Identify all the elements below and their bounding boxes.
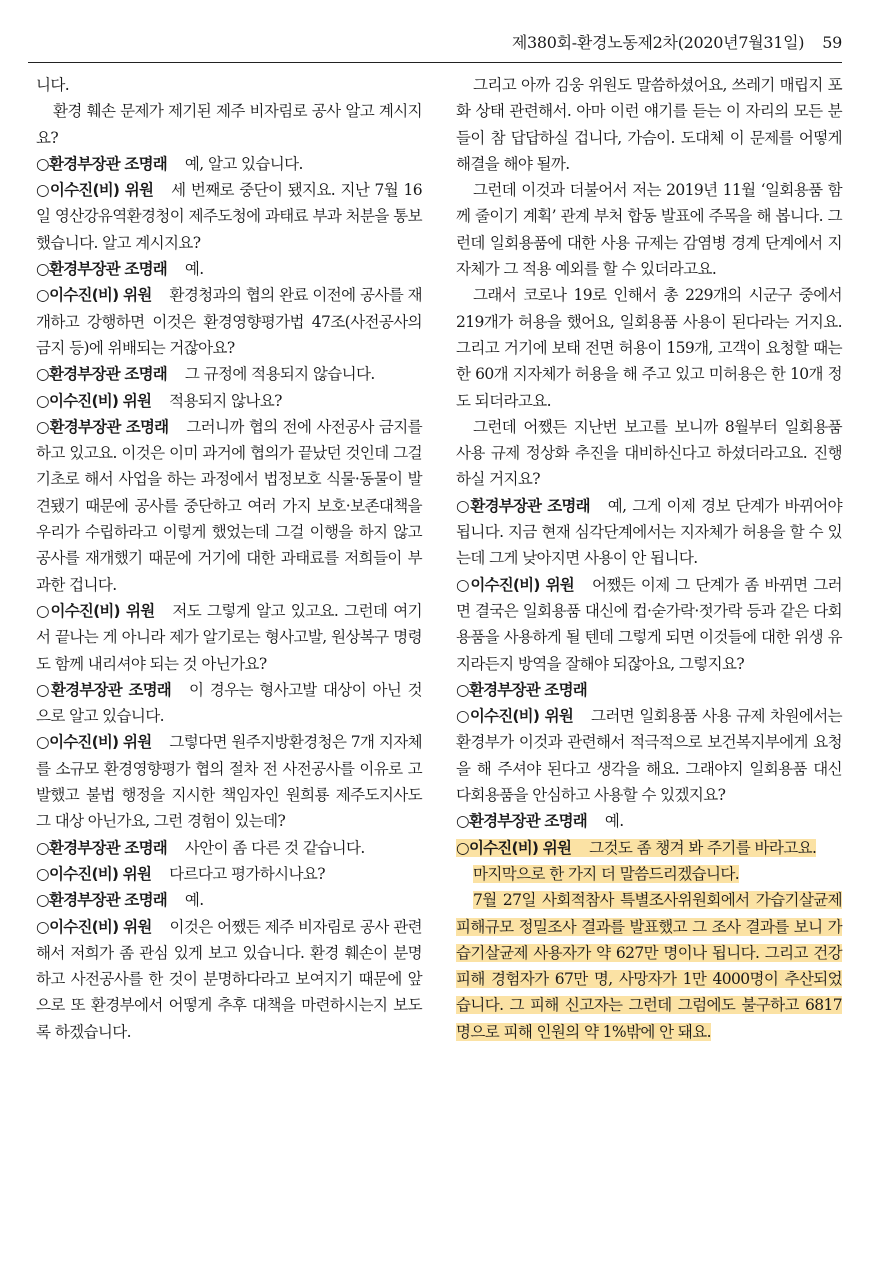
- speaker-name: 환경부장관 조명래: [49, 417, 169, 436]
- speech-paragraph: [36, 282, 422, 361]
- body-paragraph: [456, 177, 842, 282]
- speaker-circle-mark: ○: [36, 601, 51, 620]
- speaker-name: 이수진(비) 위원: [50, 601, 155, 620]
- session-title: 제380회-환경노동제2차(2020년7월31일): [511, 33, 805, 52]
- speech-text: 적용되지 않나요?: [169, 391, 282, 410]
- speaker-name: 이수진(비) 위원: [48, 864, 152, 883]
- speaker-circle-mark: ○: [36, 391, 49, 410]
- speaker-name: 환경부장관 조명래: [48, 365, 167, 384]
- speaker-name: 환경부장관 조명래: [50, 680, 171, 699]
- paragraph-text: 그런데 이것과 더불어서 저는 2019년 11월 ‘일회용품 함께 줄이기 계획’ 관계 부처 합동 발표에 주목을 해 봅니다. 그런데 일회용품에 대한 사용 규제는 감염병 경계 단계에서 지자체가 그 적용 예외를 할 수 있더라고요.: [456, 181, 842, 279]
- page-header: [28, 30, 842, 60]
- speech-text: 세 번째로 중단이 됐지요. 지난 7월 16일 영산강유역환경청이 제주도청에 과태료 부과 처분을 통보했습니다. 알고 계시지요?: [36, 181, 422, 252]
- speech-paragraph: [36, 151, 422, 177]
- speaker-name: 환경부장관 조명래: [468, 812, 587, 831]
- speech-text: 그 규정에 적용되지 않습니다.: [184, 365, 375, 384]
- speaker-circle-mark: ○: [456, 496, 471, 515]
- speech-paragraph: [36, 414, 422, 598]
- speech-text: 다르다고 평가하시나요?: [169, 864, 325, 883]
- body-paragraph: [456, 414, 842, 493]
- speech-paragraph: [36, 729, 422, 834]
- speaker-name: 환경부장관 조명래: [470, 496, 590, 515]
- speech-text: 예, 알고 있습니다.: [184, 154, 303, 173]
- speaker-circle-mark: ○: [456, 838, 469, 857]
- speaker-circle-mark: ○: [36, 260, 49, 279]
- speaker-circle-mark: ○: [456, 680, 469, 699]
- speech-text: 이것은 어쨌든 제주 비자림로 공사 관련해서 저희가 좀 관심 있게 보고 있습니다. 환경 훼손이 분명하고 사전공사를 한 것이 분명하다라고 보여지기 때문에 앞으로 또 환경부에서 어떻게 추후 대책을 마련하시는지 보도록 하겠습니다.: [36, 917, 422, 1041]
- speech-paragraph: [36, 177, 422, 256]
- body-paragraph: [456, 72, 842, 177]
- continued-text: [36, 72, 422, 98]
- speaker-circle-mark: ○: [36, 917, 50, 936]
- speaker-name: 환경부장관 조명래: [48, 891, 167, 910]
- speech-paragraph: [36, 598, 422, 677]
- speaker-name: 이수진(비) 위원: [49, 286, 152, 305]
- paragraph-text: 그리고 아까 김웅 위원도 말씀하셨어요, 쓰레기 매립지 포화 상태 관련해서. 아마 이런 얘기를 듣는 이 자리의 모든 분들이 참 답답하실 겁니다, 가슴이. 도대체 이 문제를 어떻게 해결을 해야 될까.: [456, 76, 842, 173]
- speaker-name: 이수진(비) 위원: [49, 917, 152, 936]
- speech-text: 예.: [184, 891, 204, 910]
- speaker-name: 이수진(비) 위원: [468, 838, 572, 857]
- speech-text: 사안이 좀 다른 것 같습니다.: [184, 838, 365, 857]
- body-paragraph: [456, 861, 842, 887]
- speaker-circle-mark: ○: [36, 864, 49, 883]
- speaker-name: 환경부장관 조명래: [48, 838, 167, 857]
- speech-paragraph: [36, 361, 422, 387]
- speech-paragraph: [456, 493, 842, 572]
- speech-text: 어쨌든 이제 그 단계가 좀 바뀌면 그러면 결국은 일회용품 대신에 컵·숟가락·젓가락 등과 같은 다회용품을 사용하게 될 텐데 그렇게 되면 이것들에 대한 위생 유지라든지 방역을 잘해야 되잖아요, 그렇지요?: [456, 575, 842, 673]
- speech-text: 그러면 일회용품 사용 규제 차원에서는 환경부가 이것과 관련해서 적극적으로 보건복지부에게 요청을 해 주셔야 된다고 생각을 해요. 그래야지 일회용품 대신 다회용품을 안심하고 사용할 수 있겠지요?: [456, 707, 842, 805]
- speaker-circle-mark: ○: [36, 733, 50, 752]
- speech-paragraph: [36, 887, 422, 913]
- speaker-name: 이수진(비) 위원: [49, 733, 152, 752]
- speech-paragraph: [456, 703, 842, 808]
- body-paragraph: [456, 282, 842, 413]
- speaker-name: 이수진(비) 위원: [48, 391, 152, 410]
- speech-paragraph: [36, 861, 422, 887]
- speech-text: 예.: [604, 812, 624, 831]
- speaker-name: 이수진(비) 위원: [470, 575, 574, 594]
- speaker-name: 환경부장관 조명래: [48, 260, 167, 279]
- page-number: 59: [822, 33, 842, 52]
- paragraph-text: 니다.: [36, 76, 70, 94]
- speech-text: 예.: [184, 260, 204, 279]
- speaker-name: 이수진(비) 위원: [469, 707, 573, 726]
- speaker-circle-mark: ○: [36, 154, 49, 173]
- speech-paragraph: [36, 256, 422, 282]
- speaker-circle-mark: ○: [36, 891, 49, 910]
- speech-text: 환경청과의 협의 완료 이전에 공사를 재개하고 강행하면 이것은 환경영향평가법 47조(사전공사의 금지 등)에 위배되는 거잖아요?: [36, 286, 422, 357]
- speech-paragraph: [456, 677, 842, 703]
- body-paragraph: [456, 887, 842, 1045]
- speech-paragraph: [36, 835, 422, 861]
- speech-paragraph: [456, 572, 842, 677]
- speech-paragraph: [456, 808, 842, 834]
- paragraph-text: 환경 훼손 문제가 제기된 제주 비자림로 공사 알고 계시지요?: [36, 102, 422, 147]
- paragraph-text: 7월 27일 사회적참사 특별조사위원회에서 가습기살균제 피해규모 정밀조사 결과를 발표했고 그 조사 결과를 보니 가습기살균제 사용자가 약 627만 명이나 됩니다. 그리고 건강피해 경험자가 67만 명, 사망자가 1만 4000명이 추산되었습니다. 그 피해 신고자는 그런데 그럼에도 불구하고 6817명으로 피해 인원의 약 1%밖에 안 돼요.: [456, 891, 842, 1041]
- speaker-name: 환경부장관 조명래: [468, 680, 587, 699]
- speaker-circle-mark: ○: [36, 365, 49, 384]
- speech-text: 저도 그렇게 알고 있고요. 그런데 여기서 끝나는 게 아니라 제가 알기로는 형사고발, 원상복구 명령도 함께 내리셔야 되는 것 아닌가요?: [36, 601, 423, 673]
- speech-paragraph: [36, 914, 422, 1045]
- speech-paragraph: [456, 835, 842, 861]
- speech-text: 예, 그게 이제 경보 단계가 바뀌어야 됩니다. 지금 현재 심각단계에서는 지자체가 허용을 할 수 있는데 그게 낮아지면 사용이 안 됩니다.: [456, 496, 842, 568]
- speaker-circle-mark: ○: [456, 707, 470, 726]
- speaker-circle-mark: ○: [36, 680, 51, 699]
- speaker-name: 이수진(비) 위원: [49, 181, 154, 200]
- speaker-circle-mark: ○: [36, 286, 50, 305]
- speaker-circle-mark: ○: [456, 575, 471, 594]
- speaker-circle-mark: ○: [36, 417, 50, 436]
- body-paragraph: [36, 98, 422, 151]
- right-column: [456, 72, 842, 1045]
- paragraph-text: 그런데 어쨌든 지난번 보고를 보니까 8월부터 일회용품 사용 규제 정상화 추진을 대비하신다고 하셨더라고요. 진행하실 거지요?: [456, 417, 842, 489]
- speaker-circle-mark: ○: [456, 812, 469, 831]
- speech-text: 그것도 좀 챙겨 봐 주기를 바라고요.: [589, 838, 817, 857]
- speech-text: 그러니까 협의 전에 사전공사 금지를 하고 있고요. 이것은 이미 과거에 협의가 끝났던 것인데 그걸 기초로 해서 사업을 하는 과정에서 법정보호 식물·동물이 발견됐기 때문에 공사를 중단하고 여러 가지 보호·보존대책을 우리가 수립하라고 이렇게 했었는데 그걸 이행을 하지 않고 공사를 재개했기 때문에 거기에 대한 과태료를 저희들이 부과한 겁니다.: [36, 417, 422, 594]
- header-rule: [28, 62, 842, 63]
- paragraph-text: 마지막으로 한 가지 더 말씀드리겠습니다.: [473, 864, 740, 883]
- paragraph-text: 그래서 코로나 19로 인해서 총 229개의 시군구 중에서 219개가 허용을 했어요, 일회용품 사용이 된다라는 거지요. 그리고 거기에 보태 전면 허용이 159개, 고객이 요청할 때는 한 60개 지자체가 허용을 해 주고 있고 미허용은 한 10개 정도 되더라고요.: [456, 286, 842, 410]
- left-column: [36, 72, 422, 1045]
- speech-text: 이 경우는 형사고발 대상이 아닌 것으로 알고 있습니다.: [36, 680, 422, 726]
- speaker-circle-mark: ○: [36, 181, 50, 200]
- speech-text: 그렇다면 원주지방환경청은 7개 지자체를 소규모 환경영향평가 협의 절차 전 사전공사를 이유로 고발했고 불법 행정을 지시한 책임자인 원희룡 제주도지사도 그 대상 아닌가요, 그런 경험이 있는데?: [36, 733, 423, 831]
- speaker-circle-mark: ○: [36, 838, 49, 857]
- speech-paragraph: [36, 388, 422, 414]
- speaker-name: 환경부장관 조명래: [48, 154, 167, 173]
- speech-paragraph: [36, 677, 422, 730]
